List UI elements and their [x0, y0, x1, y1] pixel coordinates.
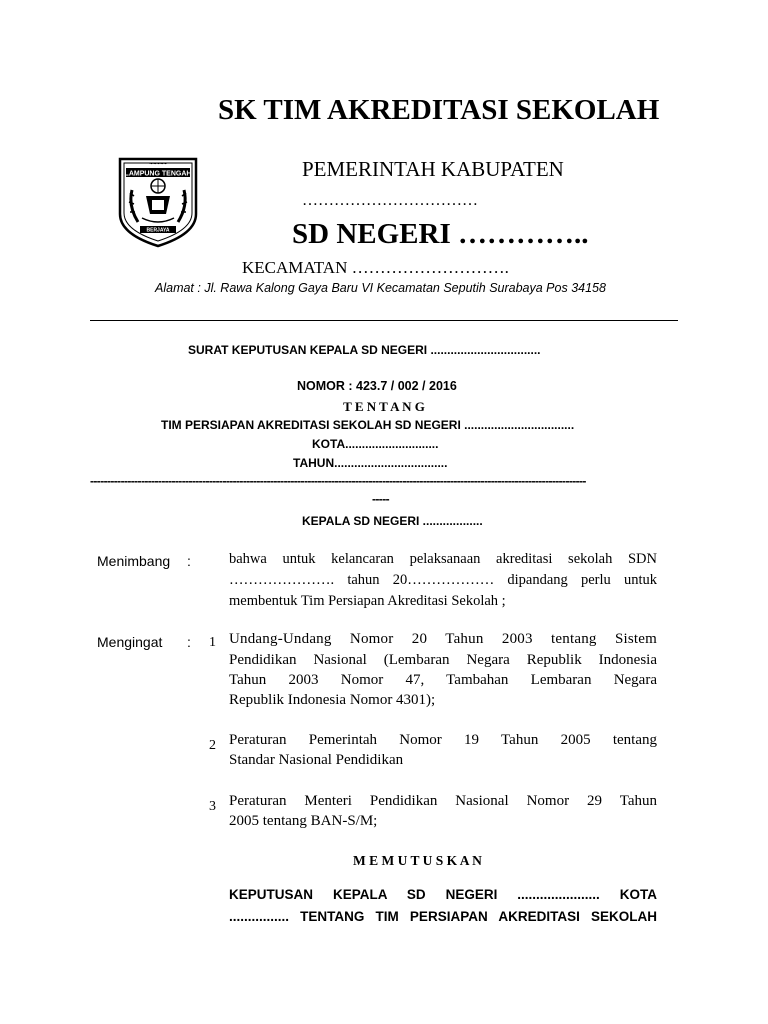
mengingat-item-line: Tahun 2003 Nomor 47, Tambahan Lembaran Negara [229, 672, 657, 688]
mengingat-item-number: 2 [209, 738, 216, 753]
mengingat-item-line: Republik Indonesia Nomor 4301); [229, 692, 436, 708]
memutuskan-title: M E M U T U S K A N [353, 853, 482, 868]
school-name: SD NEGERI ………….. [292, 218, 589, 250]
tentang-label: T E N T A N G [343, 399, 425, 414]
mengingat-label: Mengingat [97, 634, 163, 650]
mengingat-item-line: Undang-Undang Nomor 20 Tahun 2003 tentang Sistem [229, 631, 657, 647]
memutuskan-line-1: KEPUTUSAN KEPALA SD NEGERI ...................... KOTA [229, 887, 657, 902]
menimbang-line-3: membentuk Tim Persiapan Akreditasi Sekolah ; [229, 593, 506, 609]
mengingat-item-line: Peraturan Menteri Pendidikan Nasional Nomor 29 Tahun [229, 793, 657, 809]
menimbang-colon: : [187, 553, 191, 569]
decree-tahun: TAHUN.................................. [293, 456, 448, 470]
decree-kota: KOTA............................ [312, 437, 439, 451]
decree-subject: TIM PERSIAPAN AKREDITASI SEKOLAH SD NEGERI ................................. [161, 418, 575, 432]
government-dots: …………………………… [302, 192, 478, 209]
school-address: Alamat : Jl. Rawa Kalong Gaya Baru VI Kecamatan Seputih Surabaya Pos 34158 [155, 281, 606, 295]
dash-separator: -------------------------------------------------------------------------------------------------------------------------------------------------- [90, 474, 586, 488]
government-name: PEMERINTAH KABUPATEN [302, 157, 564, 181]
decree-number: NOMOR : 423.7 / 002 / 2016 [297, 379, 457, 393]
mengingat-item-line: Peraturan Pemerintah Nomor 19 Tahun 2005 tentang [229, 732, 657, 748]
mengingat-item-line: Pendidikan Nasional (Lembaran Negara Republik Indonesia [229, 652, 657, 668]
mengingat-item-number: 1 [209, 635, 216, 650]
document-title: SK TIM AKREDITASI SEKOLAH [218, 94, 660, 126]
mengingat-item-line: Standar Nasional Pendidikan [229, 752, 404, 768]
mengingat-colon: : [187, 634, 191, 650]
dash-separator-tail: ----- [372, 492, 389, 506]
regency-emblem [116, 156, 200, 248]
memutuskan-line-2: ................ TENTANG TIM PERSIAPAN AKREDITASI SEKOLAH [229, 909, 657, 924]
menimbang-line-2: …………………. tahun 20……………… dipandang perlu untuk [229, 572, 657, 588]
svg-text:~~~~~: ~~~~~ [149, 162, 167, 168]
mengingat-item-number: 3 [209, 799, 216, 814]
emblem-icon [116, 156, 200, 248]
decree-heading: SURAT KEPUTUSAN KEPALA SD NEGERI ................................. [188, 343, 541, 357]
district-name: KECAMATAN ………………………. [242, 258, 509, 277]
menimbang-line-1: bahwa untuk kelancaran pelaksanaan akreditasi sekolah SDN [229, 551, 657, 567]
header-divider [90, 320, 678, 321]
head-of-school-title: KEPALA SD NEGERI .................. [302, 514, 483, 528]
svg-text:LAMPUNG TENGAH: LAMPUNG TENGAH [124, 170, 192, 178]
mengingat-item-line: 2005 tentang BAN-S/M; [229, 813, 378, 829]
menimbang-label: Menimbang [97, 553, 171, 569]
svg-text:BERJAYA: BERJAYA [146, 227, 170, 234]
